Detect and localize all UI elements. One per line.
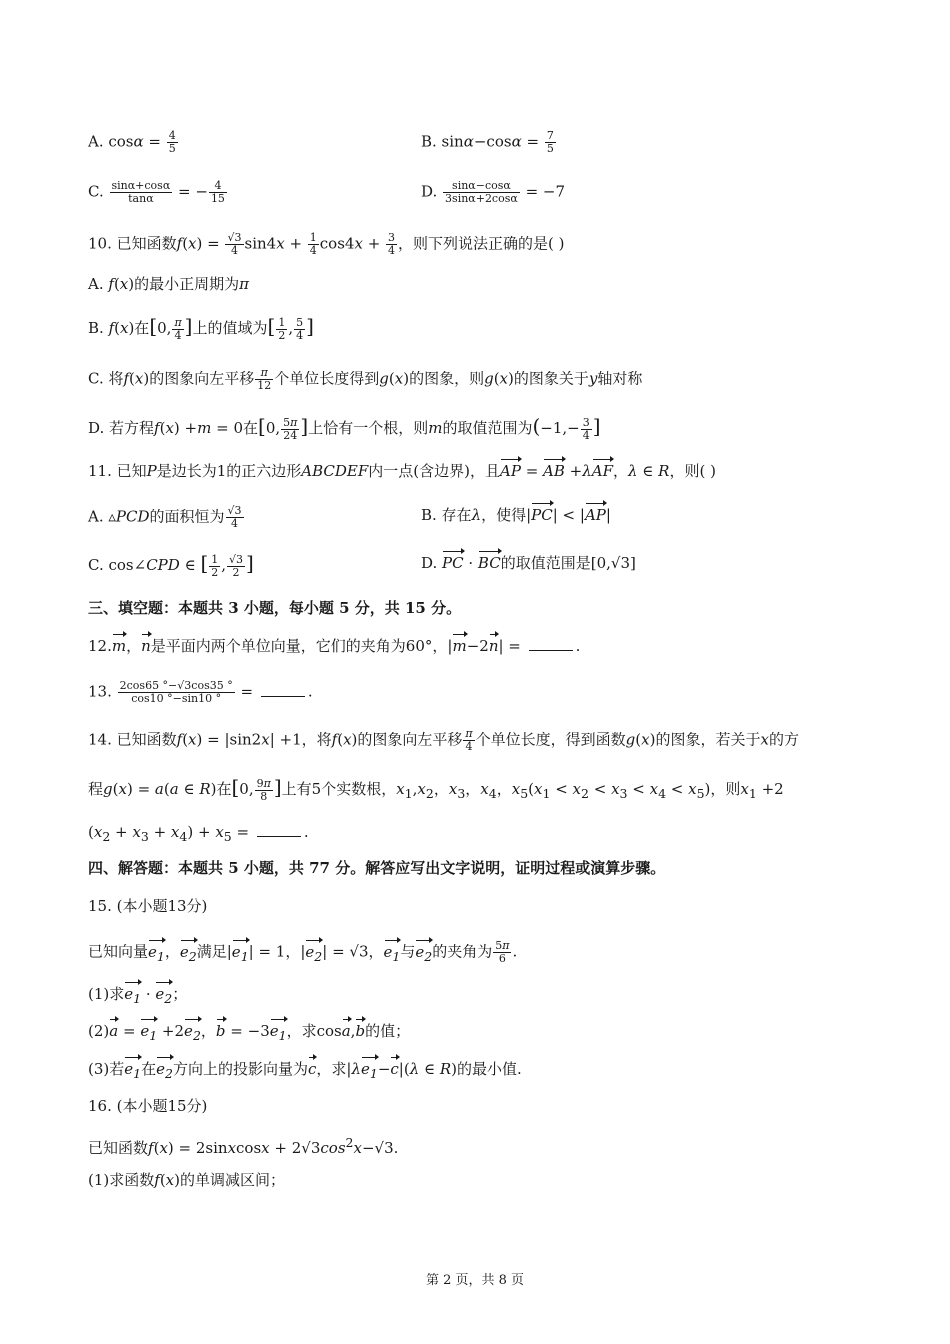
fraction: $\frac{4}{5}$ bbox=[168, 129, 176, 155]
q15-part-3: (3)若$e_1$在$e_2$方向上的投影向量为c，求$|\lambda e_1-c|(\lambda$ ∈ R)的最小值. bbox=[88, 1059, 522, 1084]
q10-option-c: C. 将f(x)的图象向左平移 $\frac{\pi}{12}$ 个单位长度得到g(x)的图象，则g(x)的图象关于y轴对称 bbox=[88, 366, 643, 392]
q15-stem: 已知向量$e_1$，$e_2$满足$|e_1| = 1$，$|e_2| = √3$，$e_1$与$e_2$的夹角为 $\frac{5\pi}{6}$ . bbox=[88, 939, 518, 965]
fraction: $\frac{4}{15}$ bbox=[210, 179, 225, 205]
q10-option-b: B. f(x)在[0, $\frac{\pi}{4}$ ]上的值域为[ $\frac{1}{2}$ , $\frac{5}{4}$ ] bbox=[88, 314, 314, 342]
q16-stem: 已知函数f(x) = 2sinxcosx + $2√3\cos^2x-√3$. bbox=[88, 1135, 399, 1157]
fraction: $\frac{7}{5}$ bbox=[546, 129, 554, 155]
q11-option-c: C. cos∠CPD ∈ [ $\frac{1}{2}$ , $\frac{√3}{2}$ ] bbox=[88, 551, 254, 579]
q9-option-a: A. cosα = $\frac{4}{5}$ bbox=[88, 129, 176, 155]
page-footer: 第 2 页，共 8 页 bbox=[425, 1273, 525, 1288]
q13: 13. $\frac{2\cos 65 ^\circ-√3\cos 35 ^\circ}{\cos 10 ^\circ-\sin 10 ^\circ}$ = . bbox=[88, 679, 313, 705]
q11-option-b: B. 存在λ，使得|PC| < |AP| bbox=[421, 506, 611, 524]
q9-option-b: B. sinα−cosα = $\frac{7}{5}$ bbox=[421, 129, 554, 155]
fraction: $\frac{\sin\alpha+\cos\alpha}{\tan\alpha}$ bbox=[111, 179, 171, 205]
q15-part-2: $(2)a = e_1 +2e_2$，$b = -3e_1$，求cosa,b的值； bbox=[88, 1021, 410, 1046]
answer-blank[interactable] bbox=[261, 684, 305, 697]
section-3-title: 三、填空题：本题共 3 小题，每小题 5 分，共 15 分。 bbox=[88, 599, 462, 617]
section-4-title: 四、解答题：本题共 5 小题，共 77 分。解答应写出文字说明，证明过程或演算步骤。 bbox=[88, 859, 666, 877]
q14-line-2: 程g(x) = a(a ∈ R)在[0, $\frac{9\pi}{8}$ ]上有5个实数根，$x_1,x_2$，$x_3$，$x_4$，$x_5(x_1 < x_2 < x_3 < x_4 < x_5)$，则$x_1 +2$ bbox=[88, 775, 784, 803]
q11-option-d: D. PC · BC的取值范围是[0,√3] bbox=[421, 554, 636, 572]
q10-option-a: A. f(x)的最小正周期为π bbox=[88, 275, 249, 293]
q11-option-a: A. ▵PCD的面积恒为 $\frac{√3}{4}$ bbox=[88, 504, 242, 530]
q10-stem: 10. 已知函数f(x) = $\frac{√3}{4}$ sin4x + $\frac{1}{4}$ cos4x + $\frac{3}{4}$ ，则下列说法正确的是( ) bbox=[88, 231, 565, 257]
answer-blank[interactable] bbox=[529, 638, 573, 651]
q14-line-3: $(x_2 + x_3 + x_4) + x_5$ = . bbox=[88, 823, 309, 844]
q9-option-d: D. $\frac{\sin\alpha-\cos\alpha}{3\sin\alpha+2\cos\alpha}$ = −7 bbox=[421, 179, 566, 205]
answer-blank[interactable] bbox=[257, 824, 301, 837]
q11-stem: 11. 已知P是边长为1的正六边形ABCDEF内一点(含边界)，且AP = AB +λAF，λ ∈ R，则( ) bbox=[88, 462, 716, 480]
q14-line-1: 14. 已知函数f(x) = |sin2x| +1，将f(x)的图象向左平移 $\frac{\pi}{4}$ 个单位长度，得到函数g(x)的图象，若关于x的方 bbox=[88, 727, 799, 753]
q15-header: 15. (本小题13分) bbox=[88, 897, 208, 915]
q9-option-c: C. $\frac{\sin\alpha+\cos\alpha}{\tan\alpha}$ = − $\frac{4}{15}$ bbox=[88, 179, 225, 205]
q16-header: 16. (本小题15分) bbox=[88, 1097, 208, 1115]
q12: 12.m，n是平面内两个单位向量，它们的夹角为60°，|m−2n| = . bbox=[88, 637, 581, 655]
q10-option-d: D. 若方程f(x) +m = 0在[0, $\frac{5\pi}{24}$ ]上恰有一个根，则m的取值范围为(−1,− $\frac{3}{4}$ ] bbox=[88, 414, 601, 442]
q15-part-1: (1)求$e_1 \cdot e_2$； bbox=[88, 984, 187, 1009]
q16-part-1: (1)求函数f(x)的单调减区间； bbox=[88, 1171, 286, 1189]
fraction: $\frac{\sin\alpha-\cos\alpha}{3\sin\alpha+2\cos\alpha}$ bbox=[445, 179, 518, 205]
